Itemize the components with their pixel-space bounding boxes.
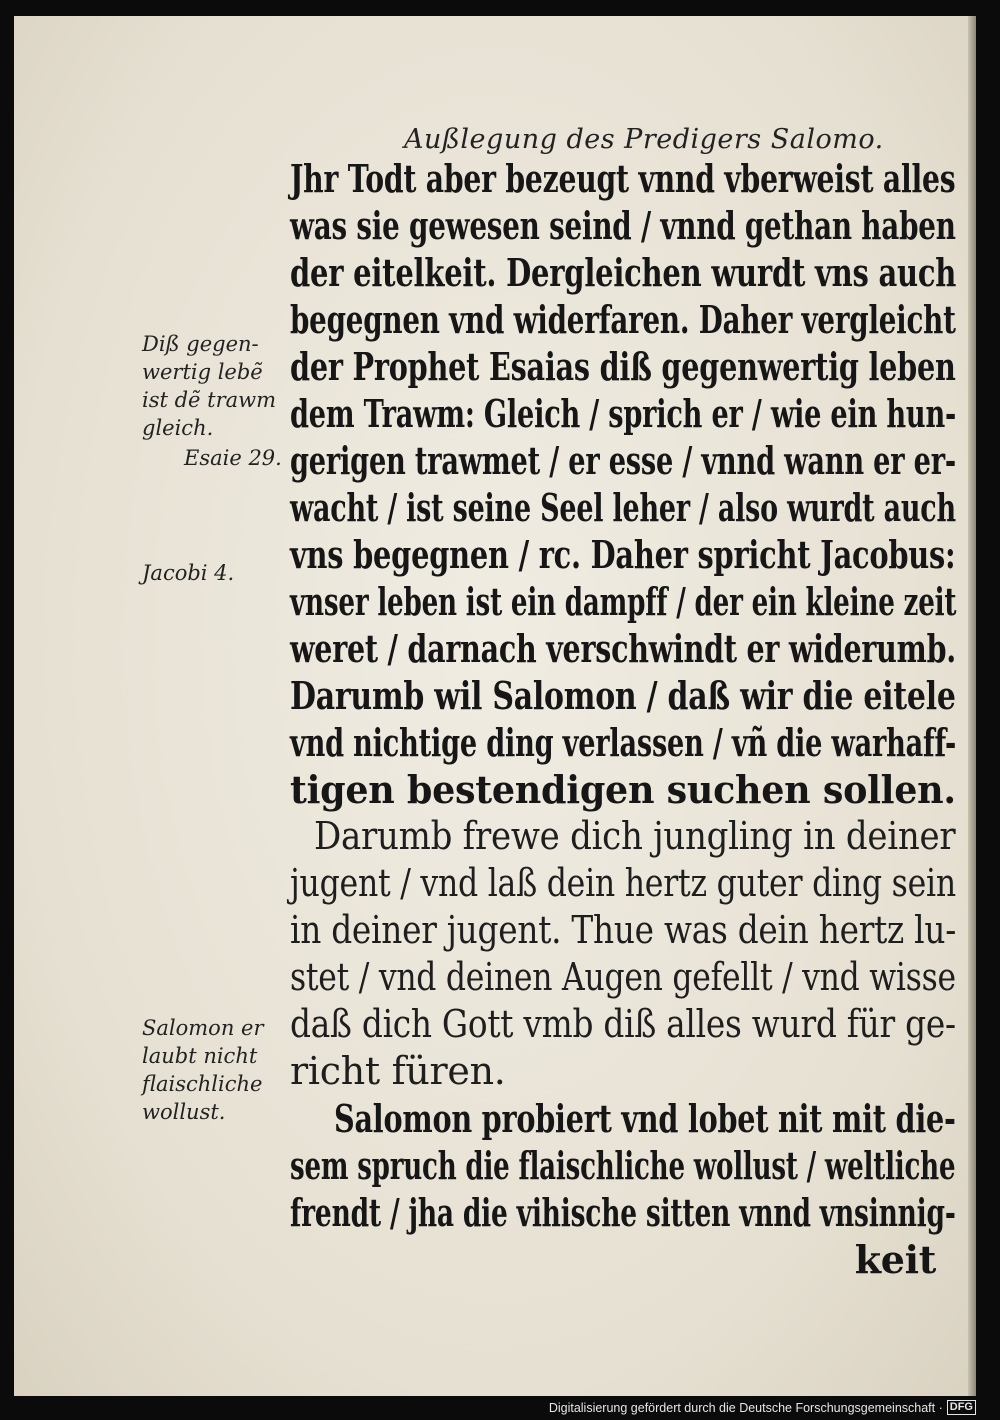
scanned-page (14, 16, 976, 1396)
margin-note: wertig lebẽ (142, 360, 263, 384)
text-line: daß dich Gott vmb diß alles wurd für ge- (290, 1002, 956, 1046)
text-line: wacht / ist seine Seel leher / also wurdt auch (290, 485, 956, 530)
text-line: der Prophet Esaias diß gegenwertig leben (290, 344, 956, 389)
margin-note: Salomon er (142, 1016, 264, 1040)
text-line: richt füren. (290, 1049, 506, 1093)
margin-note: ist dẽ trawm (142, 388, 277, 412)
margin-note: flaischliche (142, 1072, 263, 1096)
text-line: vnser leben ist ein dampff / der ein kleine zeit (290, 579, 957, 624)
text-line: weret / darnach verschwindt er widerumb. (290, 626, 956, 671)
text-line: der eitelkeit. Dergleichen wurdt vns auch (290, 250, 957, 295)
text-line: vnd nichtige ding verlassen / vñ die warhaff- (290, 720, 957, 765)
text-line: Salomon probiert vnd lobet nit mit die- (334, 1096, 956, 1141)
page-gutter-shadow (968, 16, 976, 1396)
text-line: sem spruch die flaischliche wollust / weltliche (290, 1143, 956, 1188)
margin-note: wollust. (142, 1100, 226, 1124)
text-line: Jhr Todt aber bezeugt vnnd vberweist alles (290, 156, 956, 201)
text-line: vns begegnen / rc. Daher spricht Jacobus: (290, 532, 956, 577)
digitization-credit (549, 1400, 976, 1415)
text-line: begegnen vnd widerfaren. Daher vergleicht (290, 297, 956, 342)
text-line: tigen bestendigen suchen sollen. (290, 767, 956, 812)
text-line: in deiner jugent. Thue was dein hertz lu- (290, 908, 957, 952)
text-line: Darumb frewe dich jungling in deiner (314, 814, 956, 858)
text-line: jugent / vnd laß dein hertz guter ding sein (290, 861, 956, 905)
credit-text: Digitalisierung gefördert durch die Deutsche Forschungsgemeinschaft · (548, 1400, 943, 1415)
margin-note: laubt nicht (142, 1044, 258, 1068)
text-line: Darumb wil Salomon / daß wir die eitele (290, 673, 956, 718)
text-line: was sie gewesen seind / vnnd gethan haben (290, 203, 956, 248)
text-line: dem Trawm: Gleich / sprich er / wie ein hun- (290, 391, 957, 436)
text-line: frendt / jha die vihische sitten vnnd vnsinnig- (290, 1190, 956, 1235)
dfg-logo: DFG (947, 1400, 976, 1415)
text-line: gerigen trawmet / er esse / vnnd wann er er- (290, 438, 956, 483)
catchword: keit (854, 1237, 936, 1282)
running-head: Außlegung des Predigers Salomo. (404, 124, 884, 155)
margin-note: Diß gegen- (142, 332, 259, 356)
margin-note: Esaie 29. (184, 446, 282, 470)
margin-note: Jacobi 4. (142, 561, 235, 585)
margin-note: gleich. (142, 416, 214, 440)
text-line: stet / vnd deinen Augen gefellt / vnd wisse (290, 955, 956, 999)
